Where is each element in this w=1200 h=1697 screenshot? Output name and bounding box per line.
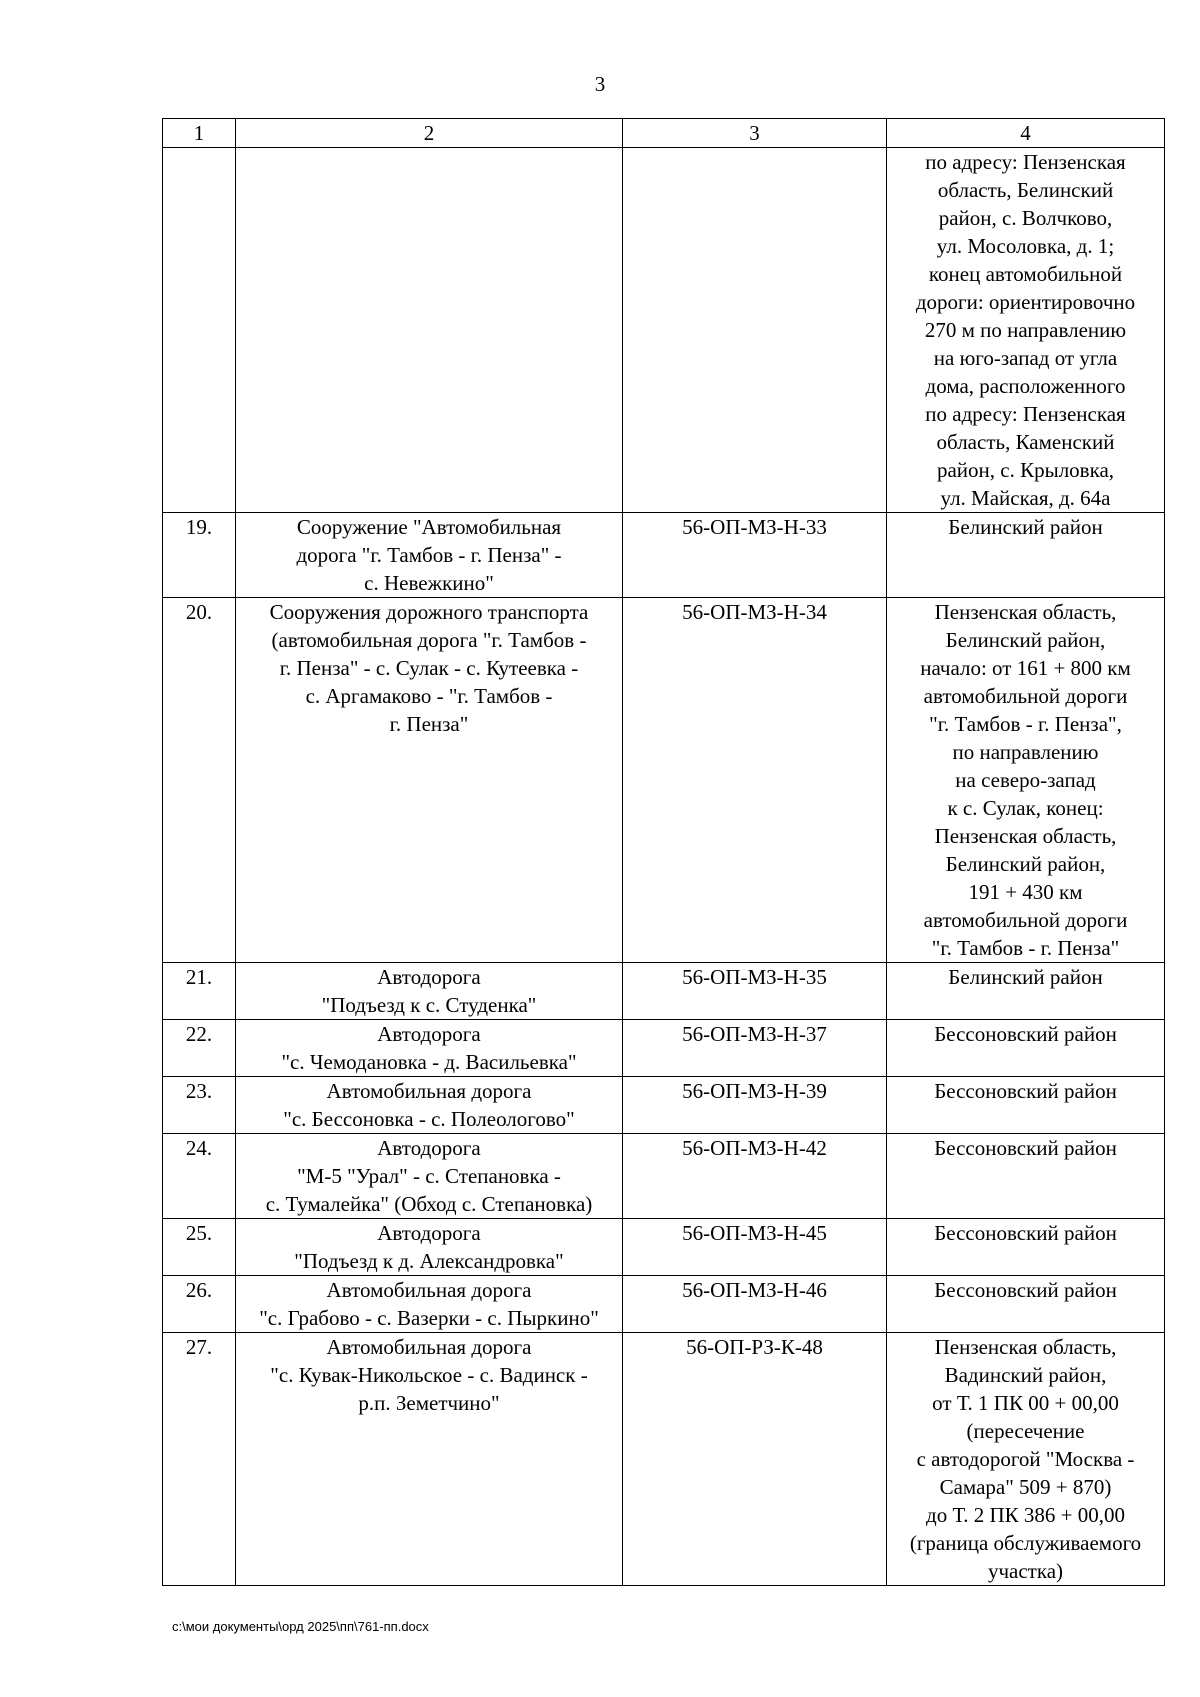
road-location-line: Бессоновский район [934,1136,1117,1160]
road-location-line: Белинский район, [945,852,1106,876]
road-location-line: ул. Мосоловка, д. 1; [936,234,1115,258]
table-row [163,1276,1165,1333]
road-location [887,963,1165,1020]
road-location-line: дороги: ориентировочно [915,290,1136,314]
road-name [236,1077,623,1134]
road-name [236,1219,623,1276]
road-name-line: с. Тумалейка" (Обход с. Степановка) [265,1192,593,1216]
road-name-line: Автомобильная дорога [326,1335,532,1359]
road-name-line: "Подъезд к с. Студенка" [321,993,537,1017]
road-location-line: Бессоновский район [934,1278,1117,1302]
table-row [163,598,1165,963]
road-location-line: автомобильной дороги [923,684,1128,708]
road-location-line: Самара" 509 + 870) [939,1475,1112,1499]
road-name-line: г. Пенза" [389,712,469,736]
road-location-line: "г. Тамбов - г. Пенза" [931,936,1120,960]
road-location-line: Белинский район [948,515,1103,539]
road-location-line: район, с. Волчково, [938,206,1113,230]
table-row [163,1134,1165,1219]
road-name-line: "с. Чемодановка - д. Васильевка" [281,1050,577,1074]
road-code: 56-ОП-МЗ-Н-46 [623,1276,887,1333]
road-name-line: "с. Грабово - с. Вазерки - с. Пыркино" [259,1306,599,1330]
road-location-line: район, с. Крыловка, [936,458,1115,482]
road-code: 56-ОП-МЗ-Н-42 [623,1134,887,1219]
road-code: 56-ОП-МЗ-Н-45 [623,1219,887,1276]
road-code: 56-ОП-МЗ-Н-33 [623,513,887,598]
road-code [623,148,887,513]
road-location-line: к с. Сулак, конец: [947,796,1104,820]
road-location-line: Белинский район [948,965,1103,989]
road-location-line: Пензенская область, [934,824,1117,848]
road-location-line: дома, расположенного [925,374,1126,398]
road-name [236,513,623,598]
road-location-line: автомобильной дороги [923,908,1128,932]
road-location-line: "г. Тамбов - г. Пенза", [929,712,1122,736]
header-row [163,119,1165,148]
road-location-line: до Т. 2 ПК 386 + 00,00 [926,1503,1125,1527]
road-location-line: область, Белинский [937,178,1114,202]
road-location-line: по направлению [952,740,1099,764]
road-location [887,1219,1165,1276]
row-number: 19. [163,513,236,598]
road-name-line: Автомобильная дорога [326,1278,532,1302]
road-code: 56-ОП-МЗ-Н-39 [623,1077,887,1134]
table-row [163,1219,1165,1276]
road-location-line: на северо-запад [955,768,1096,792]
table-row [163,963,1165,1020]
road-location-line: на юго-запад от угла [933,346,1118,370]
road-location-line: область, Каменский [936,430,1115,454]
table-row [163,1077,1165,1134]
road-location-line: Вадинский район, [944,1363,1107,1387]
road-name-line: Автодорога [377,1136,481,1160]
road-location [887,148,1165,513]
row-number: 21. [163,963,236,1020]
road-location [887,1020,1165,1077]
road-location-line: от Т. 1 ПК 00 + 00,00 [932,1391,1119,1415]
road-code: 56-ОП-МЗ-Н-37 [623,1020,887,1077]
road-location-line: Белинский район, [945,628,1106,652]
table-row [163,148,1165,513]
column-header: 1 [163,119,236,148]
road-name-line: "Подъезд к д. Александровка" [294,1249,564,1273]
road-name-line: "с. Кувак-Никольское - с. Вадинск - [270,1363,588,1387]
road-location-line: с автодорогой "Москва - [916,1447,1135,1471]
road-name [236,1134,623,1219]
road-location-line: Пензенская область, [934,1335,1117,1359]
road-location-line: 191 + 430 км [968,880,1083,904]
road-location [887,598,1165,963]
road-location [887,513,1165,598]
row-number: 26. [163,1276,236,1333]
file-path-footer: c:\мои документы\орд 2025\пп\761-пп.docx [172,1619,429,1634]
road-location-line: ул. Майская, д. 64а [940,486,1111,510]
road-location [887,1077,1165,1134]
road-location [887,1276,1165,1333]
table-row [163,513,1165,598]
road-location-line: Бессоновский район [934,1022,1117,1046]
road-name-line: Автодорога [377,1022,481,1046]
road-location-line: Пензенская область, [934,600,1117,624]
table-row [163,1020,1165,1077]
road-location-line: Бессоновский район [934,1079,1117,1103]
row-number: 23. [163,1077,236,1134]
road-name [236,963,623,1020]
row-number: 27. [163,1333,236,1586]
road-name-line: с. Невежкино" [364,571,494,595]
row-number: 20. [163,598,236,963]
road-name-line: Автомобильная дорога [326,1079,532,1103]
road-location-line: Бессоновский район [934,1221,1117,1245]
road-name [236,1333,623,1586]
road-name-line: дорога "г. Тамбов - г. Пенза" - [296,543,562,567]
road-name-line: "с. Бессоновка - с. Полеологово" [283,1107,575,1131]
row-number: 22. [163,1020,236,1077]
road-location [887,1134,1165,1219]
road-location-line: конец автомобильной [928,262,1123,286]
table-row [163,1333,1165,1586]
column-header: 4 [887,119,1165,148]
road-code: 56-ОП-МЗ-Н-35 [623,963,887,1020]
road-location-line: по адресу: Пензенская [925,402,1126,426]
road-location-line: по адресу: Пензенская [925,150,1126,174]
road-name-line: (автомобильная дорога "г. Тамбов - [271,628,587,652]
road-location-line: (пересечение [966,1419,1085,1443]
row-number: 24. [163,1134,236,1219]
road-name-line: "М-5 "Урал" - с. Степановка - [297,1164,561,1188]
road-name-line: г. Пенза" - с. Сулак - с. Кутеевка - [279,656,579,680]
row-number: 25. [163,1219,236,1276]
road-location-line: участка) [987,1559,1064,1583]
road-name-line: Сооружения дорожного транспорта [269,600,589,624]
road-location [887,1333,1165,1586]
roads-table [162,118,1165,1586]
road-name-line: с. Аргамаково - "г. Тамбов - [305,684,553,708]
road-code: 56-ОП-МЗ-Н-34 [623,598,887,963]
road-location-line: 270 м по направлению [924,318,1127,342]
row-number [163,148,236,513]
page-number: 3 [594,72,606,96]
column-header: 2 [236,119,623,148]
road-name [236,1020,623,1077]
road-name [236,1276,623,1333]
road-location-line: начало: от 161 + 800 км [920,656,1131,680]
road-location-line: (граница обслуживаемого [909,1531,1142,1555]
road-name [236,598,623,963]
road-code: 56-ОП-РЗ-К-48 [623,1333,887,1586]
road-name [236,148,623,513]
column-header: 3 [623,119,887,148]
road-name-line: р.п. Земетчино" [358,1391,500,1415]
road-name-line: Автодорога [377,965,481,989]
road-name-line: Сооружение "Автомобильная [296,515,562,539]
road-name-line: Автодорога [377,1221,481,1245]
